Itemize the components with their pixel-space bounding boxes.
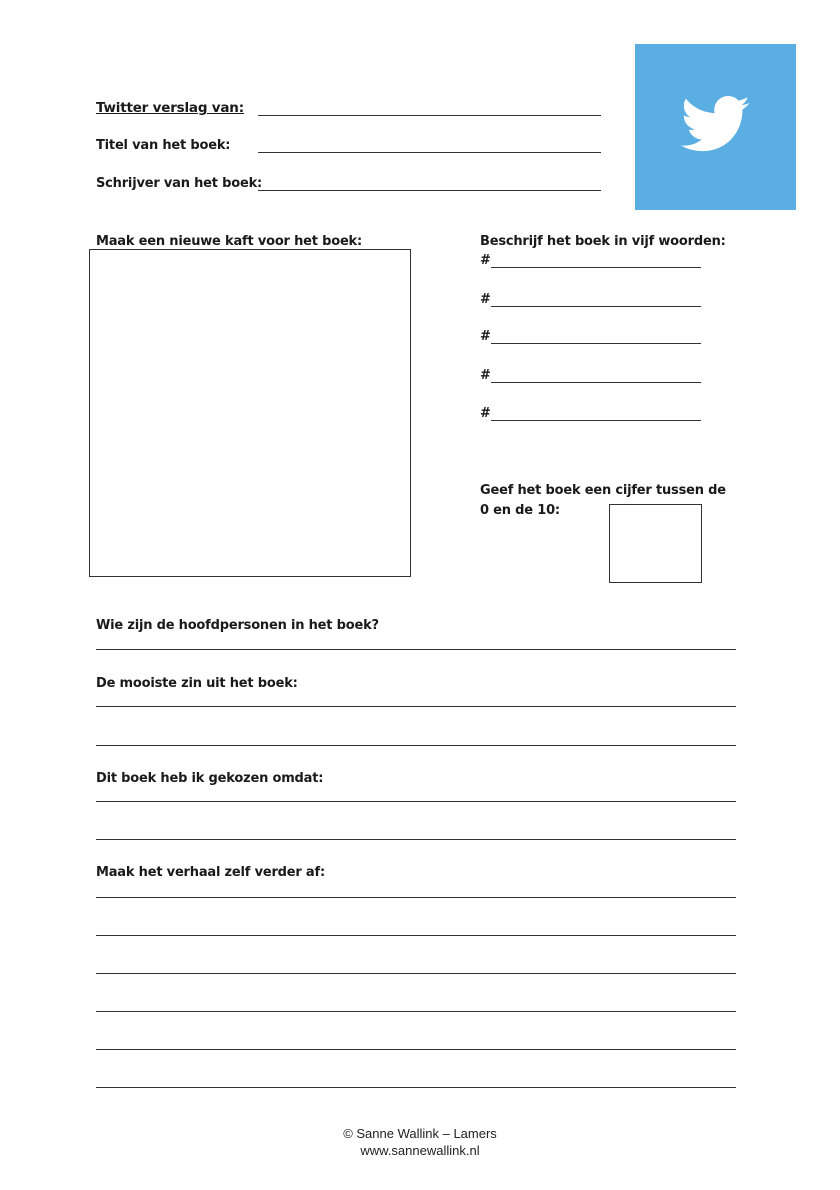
story-answer-line-4[interactable]	[96, 1011, 736, 1012]
characters-question: Wie zijn de hoofdpersonen in het boek?	[96, 618, 379, 633]
cover-label: Maak een nieuwe kaft voor het boek:	[96, 234, 363, 249]
name-input-line[interactable]	[258, 115, 601, 116]
footer-website: www.sannewallink.nl	[360, 1143, 480, 1158]
sentence-answer-line-2[interactable]	[96, 745, 736, 746]
cover-drawing-box[interactable]	[89, 249, 411, 577]
twitter-bird-icon	[681, 96, 751, 154]
word-input-line-4[interactable]	[491, 382, 701, 383]
story-answer-line-2[interactable]	[96, 935, 736, 936]
reason-answer-line-1[interactable]	[96, 801, 736, 802]
hashtag-marker-2: #	[480, 292, 491, 307]
word-input-line-1[interactable]	[491, 267, 701, 268]
characters-answer-line[interactable]	[96, 649, 736, 650]
author-label: Schrijver van het boek:	[96, 176, 263, 191]
hashtag-marker-3: #	[480, 329, 491, 344]
book-title-label: Titel van het boek:	[96, 138, 231, 153]
word-input-line-3[interactable]	[491, 343, 701, 344]
story-answer-line-1[interactable]	[96, 897, 736, 898]
five-words-label: Beschrijf het boek in vijf woorden:	[480, 234, 726, 249]
hashtag-marker-5: #	[480, 406, 491, 421]
sentence-question: De mooiste zin uit het boek:	[96, 676, 298, 691]
continue-story-question: Maak het verhaal zelf verder af:	[96, 865, 325, 880]
word-input-line-2[interactable]	[491, 306, 701, 307]
page-title: Twitter verslag van:	[96, 100, 244, 116]
twitter-logo	[635, 44, 796, 210]
hashtag-marker-1: #	[480, 253, 491, 268]
hashtag-marker-4: #	[480, 368, 491, 383]
rating-label-line1: Geef het boek een cijfer tussen de	[480, 483, 726, 498]
rating-label-line2: 0 en de 10:	[480, 503, 560, 518]
reason-answer-line-2[interactable]	[96, 839, 736, 840]
sentence-answer-line-1[interactable]	[96, 706, 736, 707]
story-answer-line-5[interactable]	[96, 1049, 736, 1050]
author-input-line[interactable]	[258, 190, 601, 191]
story-answer-line-6[interactable]	[96, 1087, 736, 1088]
reason-question: Dit boek heb ik gekozen omdat:	[96, 771, 324, 786]
footer-copyright: © Sanne Wallink – Lamers	[343, 1126, 497, 1141]
book-title-input-line[interactable]	[258, 152, 601, 153]
rating-input-box[interactable]	[609, 504, 702, 583]
story-answer-line-3[interactable]	[96, 973, 736, 974]
word-input-line-5[interactable]	[491, 420, 701, 421]
